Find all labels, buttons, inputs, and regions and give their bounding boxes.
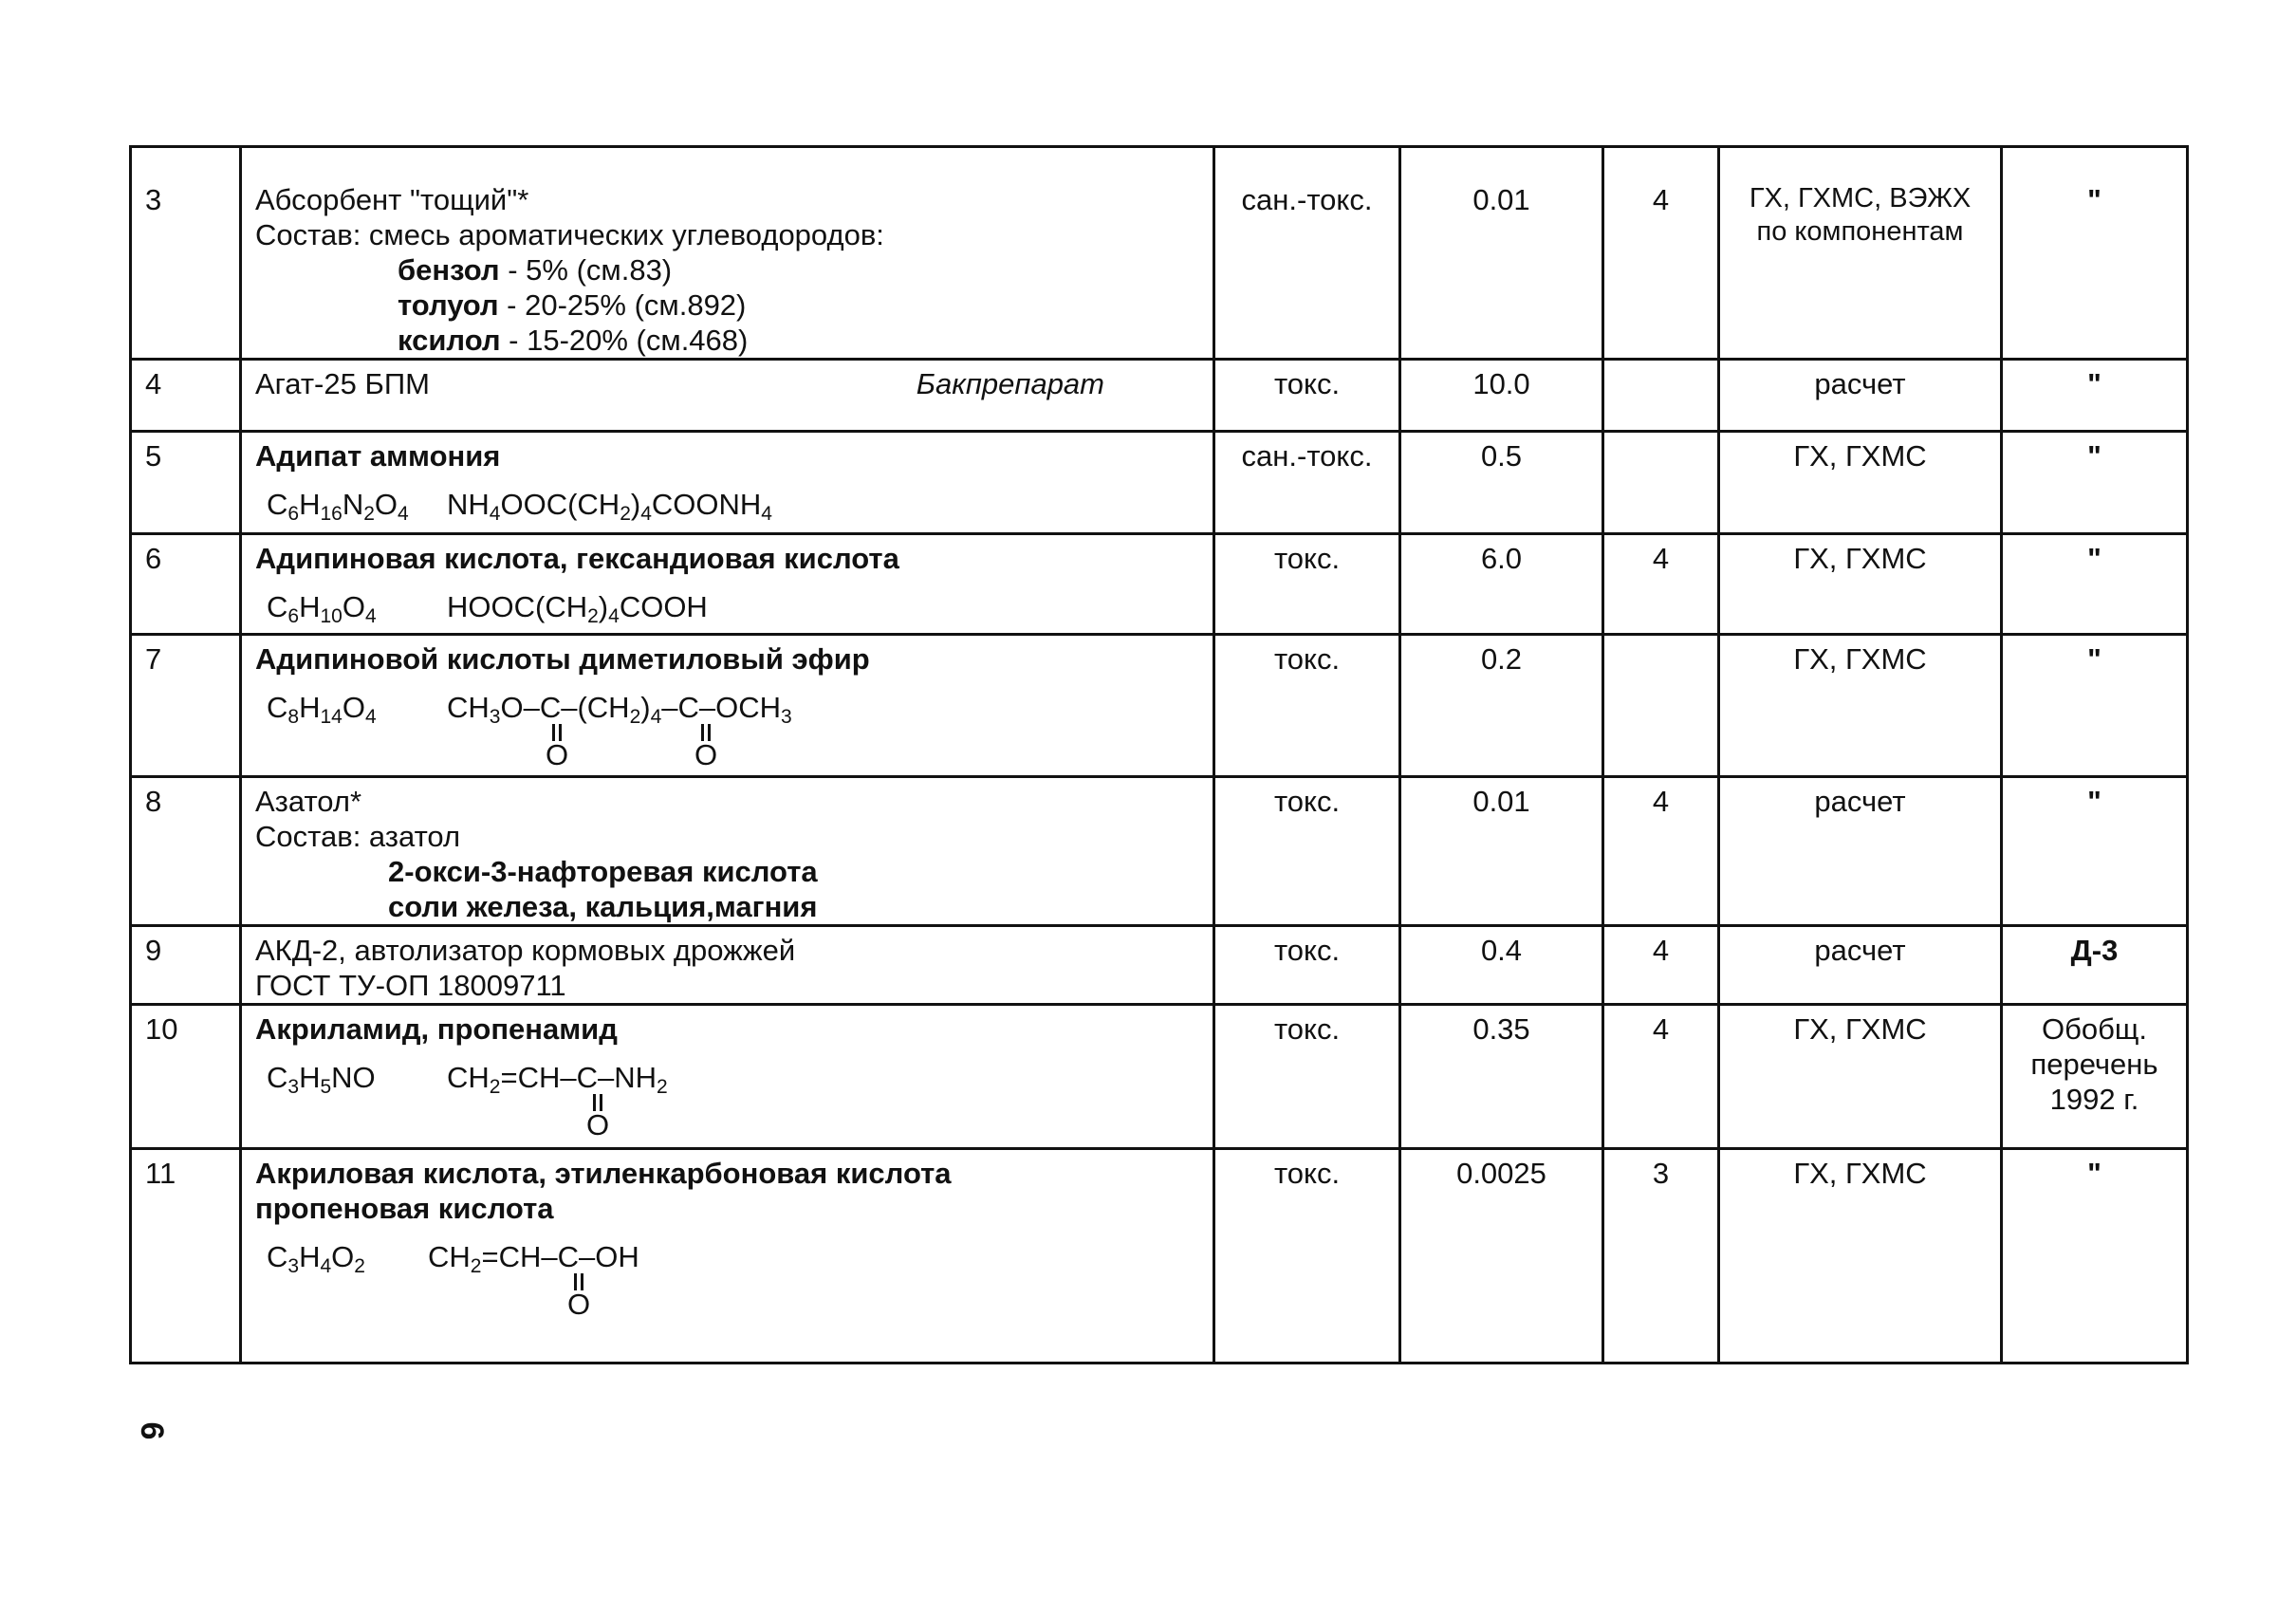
row-number: 4 <box>131 360 241 432</box>
component-line: толуол - 20-25% (см.892) <box>398 288 747 322</box>
method: ГХ, ГХМС <box>1719 534 2002 635</box>
hazard-class: 4 <box>1603 1005 1719 1149</box>
table-row <box>131 534 2188 635</box>
method: ГХ, ГХМС <box>1719 432 2002 534</box>
limit-value: 0.01 <box>1400 147 1603 360</box>
substance-subtitle: ГОСТ ТУ-ОП 18009711 <box>255 969 566 1002</box>
substance-cell <box>241 147 1214 360</box>
substance-note: Бакпрепарат <box>916 367 1104 400</box>
source: " <box>2002 147 2188 360</box>
hazard-class <box>1603 432 1719 534</box>
row-number: 7 <box>131 635 241 777</box>
page-number: 6 <box>134 1421 170 1440</box>
table-row <box>131 360 2188 432</box>
source: " <box>2002 1149 2188 1364</box>
limit-value: 0.4 <box>1400 926 1603 1005</box>
hazard-type: токс. <box>1214 360 1400 432</box>
substance-title: Адипиновой кислоты диметиловый эфир <box>255 642 870 676</box>
method: ГХ, ГХМС <box>1719 1149 2002 1364</box>
hazard-class: 4 <box>1603 534 1719 635</box>
substance-title: Акриламид, пропенамид <box>255 1012 618 1046</box>
composition-label: Состав: азатол <box>255 820 461 853</box>
method: расчет <box>1719 360 2002 432</box>
substance-cell <box>241 534 1214 635</box>
substance-title: АКД-2, автолизатор кормовых дрожжей <box>255 934 796 967</box>
substances-table <box>129 145 2189 1364</box>
method: ГХ, ГХМС <box>1719 1005 2002 1149</box>
structural-formula: $CH_2=CH-C-NH_2$ O <box>447 1061 668 1141</box>
source: Д-3 <box>2002 926 2188 1005</box>
formula-line: $C_6H_{10}O_4$ $HOOC(CH_2)_4COOH$ <box>267 590 708 627</box>
row-number: 5 <box>131 432 241 534</box>
substance-cell <box>241 926 1214 1005</box>
substance-cell <box>241 360 1214 432</box>
hazard-type: токс. <box>1214 534 1400 635</box>
limit-value: 0.0025 <box>1400 1149 1603 1364</box>
hazard-class: 4 <box>1603 777 1719 926</box>
substance-title: Акриловая кислота, этиленкарбоновая кислота <box>255 1157 952 1190</box>
limit-value: 10.0 <box>1400 360 1603 432</box>
limit-value: 0.35 <box>1400 1005 1603 1149</box>
hazard-type: сан.-токс. <box>1214 147 1400 360</box>
source: " <box>2002 777 2188 926</box>
method: ГХ, ГХМС <box>1719 635 2002 777</box>
source: " <box>2002 534 2188 635</box>
formula-line: $C_3H_5NO$ $CH_2=CH-C-NH_2$ O <box>267 1061 668 1141</box>
hazard-type: токс. <box>1214 926 1400 1005</box>
component-line: соли железа, кальция,магния <box>388 890 818 923</box>
table-row <box>131 1005 2188 1149</box>
table-row <box>131 147 2188 360</box>
substance-title: Адипиновая кислота, гександиовая кислота <box>255 542 899 575</box>
substance-title: Агат-25 БПМ <box>255 367 430 400</box>
hazard-type: токс. <box>1214 1005 1400 1149</box>
substance-title: Азатол* <box>255 785 362 818</box>
structural-formula: $CH_3O-C-(CH_2)_4-C-OCH_3$ O O <box>447 691 792 771</box>
hazard-class <box>1603 635 1719 777</box>
formula-line: $C_6H_{16}N_2O_4$ $NH_4OOC(CH_2)_4COONH_4$ <box>267 488 772 525</box>
row-number: 6 <box>131 534 241 635</box>
source: Обобщ. перечень 1992 г. <box>2002 1005 2188 1149</box>
row-number: 8 <box>131 777 241 926</box>
table-row <box>131 432 2188 534</box>
row-number: 11 <box>131 1149 241 1364</box>
table-row <box>131 635 2188 777</box>
table-row <box>131 1149 2188 1364</box>
formula-line: $C_3H_4O_2$ $CH_2=CH-C-OH$ O <box>267 1240 639 1321</box>
structural-formula: $CH_2=CH-C-OH$ O <box>428 1240 639 1321</box>
hazard-class: 4 <box>1603 926 1719 1005</box>
table-row <box>131 926 2188 1005</box>
substance-cell <box>241 777 1214 926</box>
component-line: ксилол - 15-20% (см.468) <box>398 324 749 357</box>
limit-value: 0.2 <box>1400 635 1603 777</box>
method: ГХ, ГХМС, ВЭЖХ по компонентам <box>1719 147 2002 360</box>
formula-line: $C_8H_{14}O_4$ $CH_3O-C-(CH_2)_4-C-OCH_3$ O O <box>267 691 792 771</box>
hazard-type: сан.-токс. <box>1214 432 1400 534</box>
component-line: бензол - 5% (см.83) <box>398 253 673 287</box>
substance-title-2: пропеновая кислота <box>255 1192 554 1225</box>
method: расчет <box>1719 926 2002 1005</box>
source: " <box>2002 360 2188 432</box>
hazard-type: токс. <box>1214 1149 1400 1364</box>
substance-cell <box>241 635 1214 777</box>
limit-value: 0.01 <box>1400 777 1603 926</box>
method: расчет <box>1719 777 2002 926</box>
hazard-type: токс. <box>1214 635 1400 777</box>
row-number: 10 <box>131 1005 241 1149</box>
substance-cell <box>241 432 1214 534</box>
source: " <box>2002 635 2188 777</box>
hazard-class <box>1603 360 1719 432</box>
hazard-type: токс. <box>1214 777 1400 926</box>
source: " <box>2002 432 2188 534</box>
table-row <box>131 777 2188 926</box>
substance-cell <box>241 1149 1214 1364</box>
component-line: 2-окси-3-нафторевая кислота <box>388 855 818 888</box>
substance-cell <box>241 1005 1214 1149</box>
row-number: 3 <box>131 147 241 360</box>
limit-value: 0.5 <box>1400 432 1603 534</box>
hazard-class: 4 <box>1603 147 1719 360</box>
composition-label: Состав: смесь ароматических углеводородов: <box>255 218 884 251</box>
substance-title: Абсорбент "тощий"* <box>255 183 529 216</box>
row-number: 9 <box>131 926 241 1005</box>
hazard-class: 3 <box>1603 1149 1719 1364</box>
substance-title: Адипат аммония <box>255 439 501 473</box>
limit-value: 6.0 <box>1400 534 1603 635</box>
